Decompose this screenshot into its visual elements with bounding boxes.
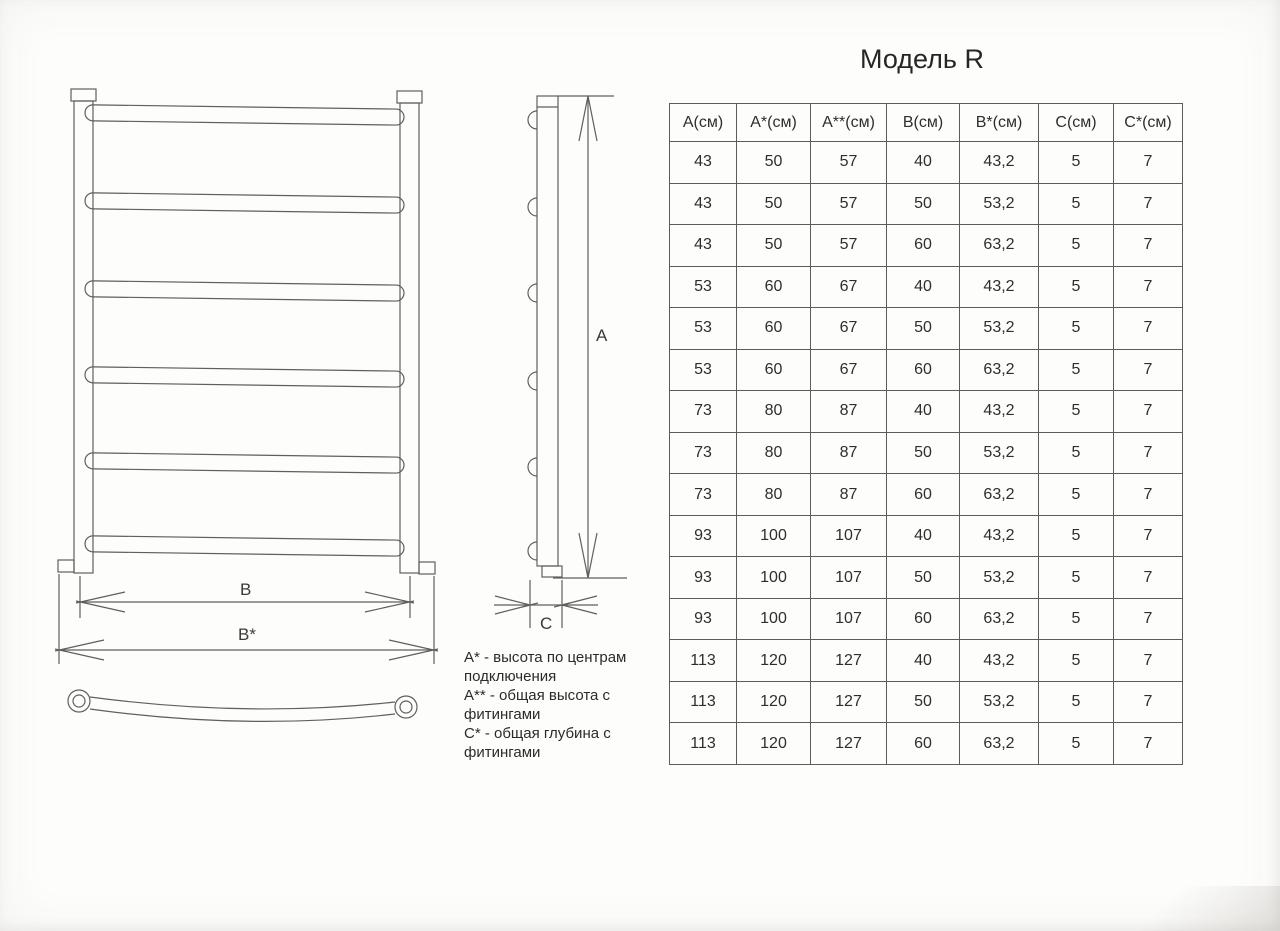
table-cell: 107 bbox=[811, 557, 887, 599]
right-ring-icon bbox=[395, 696, 417, 718]
right-post-cap bbox=[397, 91, 422, 103]
table-cell: 113 bbox=[670, 640, 737, 682]
table-row bbox=[670, 474, 1183, 516]
table-cell: 7 bbox=[1114, 598, 1183, 640]
table-cell: 5 bbox=[1039, 183, 1114, 225]
table-cell: 43,2 bbox=[960, 515, 1039, 557]
left-ring-icon bbox=[68, 690, 90, 712]
table-cell: 53 bbox=[670, 266, 737, 308]
right-ring-inner bbox=[400, 701, 412, 713]
legend-item: С* - общая глубина с фитингами bbox=[464, 725, 611, 761]
dim-label-c: C bbox=[540, 614, 553, 633]
table-row bbox=[670, 142, 1183, 184]
bar bbox=[85, 453, 404, 473]
table-cell: 53,2 bbox=[960, 432, 1039, 474]
table-cell: 5 bbox=[1039, 681, 1114, 723]
table-cell: 63,2 bbox=[960, 225, 1039, 267]
page-title: Модель R bbox=[860, 44, 984, 74]
table-cell: 7 bbox=[1114, 391, 1183, 433]
column-header: С(см) bbox=[1039, 104, 1114, 142]
table-cell: 40 bbox=[887, 142, 960, 184]
table-cell: 113 bbox=[670, 681, 737, 723]
column-header: А(см) bbox=[670, 104, 737, 142]
spec-table bbox=[669, 103, 1183, 765]
table-cell: 53 bbox=[670, 308, 737, 350]
table-cell: 43,2 bbox=[960, 142, 1039, 184]
table-cell: 57 bbox=[811, 142, 887, 184]
table-cell: 5 bbox=[1039, 723, 1114, 765]
table-cell: 7 bbox=[1114, 183, 1183, 225]
table-cell: 53,2 bbox=[960, 183, 1039, 225]
left-post-cap bbox=[71, 89, 96, 101]
table-row bbox=[670, 308, 1183, 350]
table-cell: 113 bbox=[670, 723, 737, 765]
column-header: С*(см) bbox=[1114, 104, 1183, 142]
table-cell: 63,2 bbox=[960, 723, 1039, 765]
table-cell: 127 bbox=[811, 640, 887, 682]
curved-bar-bottom-edge bbox=[90, 709, 395, 721]
table-cell: 60 bbox=[887, 723, 960, 765]
table-cell: 50 bbox=[887, 557, 960, 599]
column-header: В(см) bbox=[887, 104, 960, 142]
table-header-row bbox=[670, 104, 1183, 142]
side-post bbox=[537, 96, 558, 566]
table-cell: 50 bbox=[737, 142, 811, 184]
legend-item: А** - общая высота с фитингами bbox=[464, 687, 611, 723]
table-cell: 50 bbox=[887, 681, 960, 723]
table-cell: 5 bbox=[1039, 557, 1114, 599]
legend bbox=[464, 648, 642, 762]
table-row bbox=[670, 391, 1183, 433]
table-cell: 93 bbox=[670, 515, 737, 557]
dimension-a bbox=[553, 96, 627, 578]
left-ring-inner bbox=[73, 695, 85, 707]
table-cell: 5 bbox=[1039, 515, 1114, 557]
table-cell: 5 bbox=[1039, 308, 1114, 350]
table-cell: 7 bbox=[1114, 681, 1183, 723]
table-cell: 67 bbox=[811, 308, 887, 350]
legend-item: А* - высота по центрам подключения bbox=[464, 649, 627, 685]
table-cell: 87 bbox=[811, 474, 887, 516]
table-cell: 5 bbox=[1039, 349, 1114, 391]
table-cell: 63,2 bbox=[960, 349, 1039, 391]
table-cell: 40 bbox=[887, 515, 960, 557]
table-row bbox=[670, 225, 1183, 267]
table-cell: 7 bbox=[1114, 142, 1183, 184]
side-bar-ends bbox=[528, 111, 537, 560]
table-cell: 60 bbox=[887, 349, 960, 391]
table-row bbox=[670, 723, 1183, 765]
table-cell: 63,2 bbox=[960, 474, 1039, 516]
table-row bbox=[670, 266, 1183, 308]
bar bbox=[85, 193, 404, 213]
table-cell: 53,2 bbox=[960, 681, 1039, 723]
table-cell: 7 bbox=[1114, 349, 1183, 391]
table-cell: 60 bbox=[737, 266, 811, 308]
curved-bar-top-edge bbox=[90, 697, 395, 709]
table-row bbox=[670, 640, 1183, 682]
table-cell: 7 bbox=[1114, 225, 1183, 267]
table-cell: 60 bbox=[887, 474, 960, 516]
table-cell: 5 bbox=[1039, 598, 1114, 640]
table-cell: 100 bbox=[737, 598, 811, 640]
table-cell: 67 bbox=[811, 266, 887, 308]
dim-label-b: B bbox=[240, 580, 252, 599]
table-cell: 43,2 bbox=[960, 640, 1039, 682]
table-cell: 57 bbox=[811, 225, 887, 267]
table-cell: 43 bbox=[670, 142, 737, 184]
table-cell: 53 bbox=[670, 349, 737, 391]
table-cell: 107 bbox=[811, 598, 887, 640]
bar bbox=[85, 105, 404, 125]
bar bbox=[85, 281, 404, 301]
table-row bbox=[670, 515, 1183, 557]
bar bbox=[85, 367, 404, 387]
table-cell: 50 bbox=[887, 308, 960, 350]
table-cell: 63,2 bbox=[960, 598, 1039, 640]
table-cell: 5 bbox=[1039, 640, 1114, 682]
table-cell: 5 bbox=[1039, 225, 1114, 267]
table-cell: 60 bbox=[887, 225, 960, 267]
column-header: В*(см) bbox=[960, 104, 1039, 142]
table-cell: 53,2 bbox=[960, 557, 1039, 599]
table-cell: 43 bbox=[670, 183, 737, 225]
bar-top-view bbox=[68, 690, 417, 721]
side-view bbox=[494, 96, 627, 628]
table-row bbox=[670, 598, 1183, 640]
cross-bars bbox=[85, 105, 404, 556]
dim-label-a: A bbox=[596, 326, 608, 345]
table-cell: 7 bbox=[1114, 432, 1183, 474]
table-cell: 43,2 bbox=[960, 266, 1039, 308]
table-cell: 7 bbox=[1114, 557, 1183, 599]
table-cell: 80 bbox=[737, 474, 811, 516]
table-row bbox=[670, 681, 1183, 723]
table-cell: 93 bbox=[670, 557, 737, 599]
table-cell: 127 bbox=[811, 723, 887, 765]
table-cell: 67 bbox=[811, 349, 887, 391]
table-cell: 43 bbox=[670, 225, 737, 267]
table-cell: 40 bbox=[887, 640, 960, 682]
table-cell: 80 bbox=[737, 432, 811, 474]
left-post bbox=[74, 101, 93, 573]
table-cell: 87 bbox=[811, 432, 887, 474]
table-cell: 7 bbox=[1114, 308, 1183, 350]
table-cell: 5 bbox=[1039, 391, 1114, 433]
table-cell: 5 bbox=[1039, 266, 1114, 308]
table-cell: 7 bbox=[1114, 474, 1183, 516]
table-cell: 7 bbox=[1114, 515, 1183, 557]
table-cell: 127 bbox=[811, 681, 887, 723]
table-cell: 57 bbox=[811, 183, 887, 225]
table-cell: 5 bbox=[1039, 432, 1114, 474]
table-cell: 50 bbox=[737, 183, 811, 225]
table-cell: 60 bbox=[737, 308, 811, 350]
table-cell: 60 bbox=[887, 598, 960, 640]
table-cell: 80 bbox=[737, 391, 811, 433]
bar bbox=[85, 536, 404, 556]
table-cell: 60 bbox=[737, 349, 811, 391]
table-cell: 87 bbox=[811, 391, 887, 433]
table-row bbox=[670, 183, 1183, 225]
table-cell: 7 bbox=[1114, 723, 1183, 765]
table-cell: 100 bbox=[737, 515, 811, 557]
table-cell: 73 bbox=[670, 474, 737, 516]
table-cell: 43,2 bbox=[960, 391, 1039, 433]
table-cell: 93 bbox=[670, 598, 737, 640]
table-cell: 53,2 bbox=[960, 308, 1039, 350]
table-row bbox=[670, 432, 1183, 474]
table-cell: 7 bbox=[1114, 266, 1183, 308]
front-view bbox=[58, 89, 435, 574]
table-cell: 5 bbox=[1039, 474, 1114, 516]
right-post bbox=[400, 103, 419, 573]
table-cell: 50 bbox=[887, 432, 960, 474]
table-cell: 40 bbox=[887, 266, 960, 308]
table-cell: 120 bbox=[737, 723, 811, 765]
table-cell: 73 bbox=[670, 391, 737, 433]
table-cell: 5 bbox=[1039, 142, 1114, 184]
table-row bbox=[670, 557, 1183, 599]
dim-label-b-star: B* bbox=[238, 625, 256, 644]
table-cell: 7 bbox=[1114, 640, 1183, 682]
left-flange bbox=[58, 560, 74, 572]
table-cell: 120 bbox=[737, 640, 811, 682]
table-cell: 73 bbox=[670, 432, 737, 474]
table-cell: 50 bbox=[737, 225, 811, 267]
right-flange bbox=[419, 562, 435, 574]
table-cell: 100 bbox=[737, 557, 811, 599]
table-row bbox=[670, 349, 1183, 391]
column-header: А**(см) bbox=[811, 104, 887, 142]
side-foot bbox=[542, 566, 562, 577]
table-cell: 120 bbox=[737, 681, 811, 723]
scan-smudge bbox=[1120, 886, 1280, 931]
column-header: А*(см) bbox=[737, 104, 811, 142]
table-cell: 40 bbox=[887, 391, 960, 433]
table-cell: 50 bbox=[887, 183, 960, 225]
table-cell: 107 bbox=[811, 515, 887, 557]
